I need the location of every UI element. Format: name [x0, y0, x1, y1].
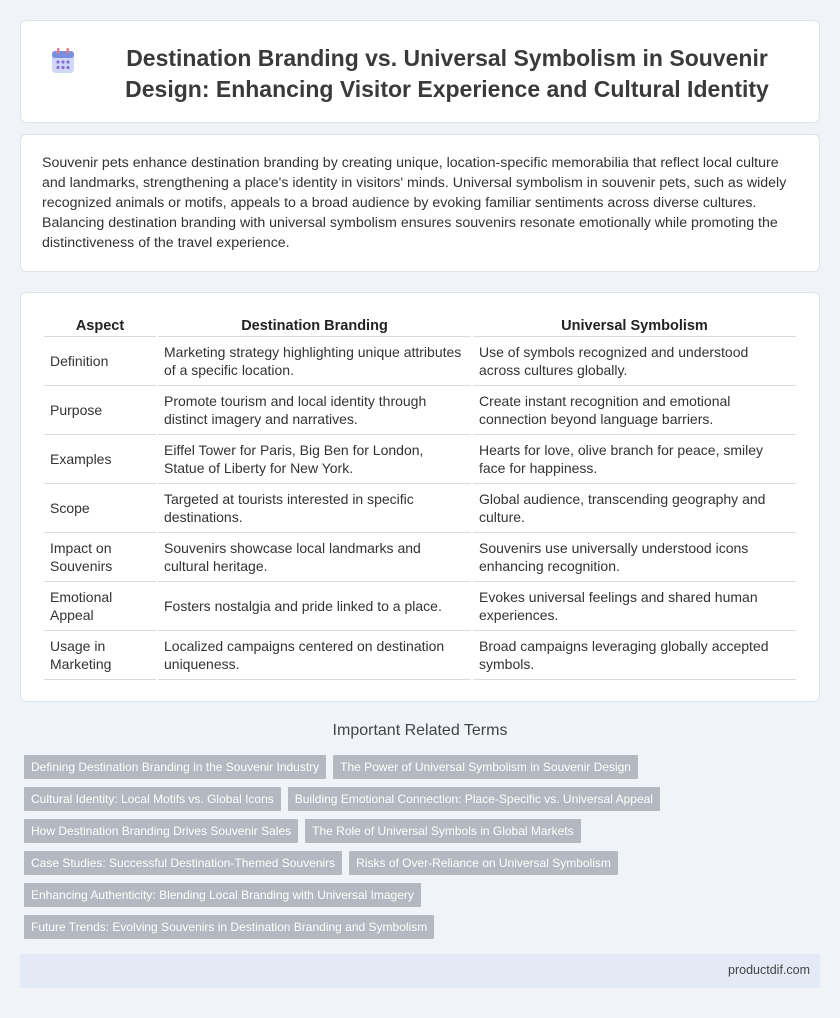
table-cell-destination: Promote tourism and local identity through distinct imagery and narratives.: [158, 386, 471, 435]
table-row: [44, 631, 796, 680]
table-cell-destination: Targeted at tourists interested in specific destinations.: [158, 484, 471, 533]
related-term-tag[interactable]: The Power of Universal Symbolism in Souvenir Design: [333, 755, 638, 779]
related-term-tag[interactable]: Defining Destination Branding in the Souvenir Industry: [24, 755, 326, 779]
column-header-aspect: Aspect: [44, 313, 156, 337]
table-cell-aspect: Emotional Appeal: [44, 582, 156, 631]
tag-row: [24, 883, 824, 907]
related-term-tag[interactable]: Cultural Identity: Local Motifs vs. Global Icons: [24, 787, 281, 811]
page-title: Destination Branding vs. Universal Symbolism in Souvenir Design: Enhancing Visitor Experience and Cultural Identity: [125, 45, 769, 102]
related-term-tag[interactable]: Risks of Over-Reliance on Universal Symbolism: [349, 851, 618, 875]
intro-card: [20, 134, 820, 272]
table-cell-aspect: Examples: [44, 435, 156, 484]
tag-row: [24, 755, 824, 779]
table-cell-aspect: Usage in Marketing: [44, 631, 156, 680]
table-row: [44, 533, 796, 582]
table-cell-universal: Create instant recognition and emotional connection beyond language barriers.: [473, 386, 796, 435]
table-header-row: [44, 313, 796, 337]
header-card: [20, 20, 820, 123]
table-cell-universal: Evokes universal feelings and shared human experiences.: [473, 582, 796, 631]
calendar-icon: [51, 48, 75, 74]
table-cell-destination: Eiffel Tower for Paris, Big Ben for London, Statue of Liberty for New York.: [158, 435, 471, 484]
footer-site-name[interactable]: productdif.com: [728, 963, 810, 977]
tag-row: [24, 819, 824, 843]
related-term-tag[interactable]: How Destination Branding Drives Souvenir Sales: [24, 819, 298, 843]
table-row: [44, 386, 796, 435]
table-row: [44, 435, 796, 484]
table-cell-destination: Souvenirs showcase local landmarks and cultural heritage.: [158, 533, 471, 582]
comparison-table-card: [20, 292, 820, 702]
column-header-destination-branding: Destination Branding: [158, 313, 471, 337]
related-term-tag[interactable]: Enhancing Authenticity: Blending Local Branding with Universal Imagery: [24, 883, 421, 907]
table-row: [44, 582, 796, 631]
related-term-tag[interactable]: Building Emotional Connection: Place-Specific vs. Universal Appeal: [288, 787, 660, 811]
table-cell-universal: Hearts for love, olive branch for peace, smiley face for happiness.: [473, 435, 796, 484]
related-terms-title: Important Related Terms: [332, 722, 508, 739]
related-term-tag[interactable]: Future Trends: Evolving Souvenirs in Destination Branding and Symbolism: [24, 915, 434, 939]
table-cell-aspect: Purpose: [44, 386, 156, 435]
table-row: [44, 484, 796, 533]
related-term-tag[interactable]: The Role of Universal Symbols in Global Markets: [305, 819, 580, 843]
tag-row: [24, 851, 824, 875]
table-cell-universal: Global audience, transcending geography and culture.: [473, 484, 796, 533]
table-cell-destination: Marketing strategy highlighting unique attributes of a specific location.: [158, 337, 471, 386]
table-cell-universal: Broad campaigns leveraging globally accepted symbols.: [473, 631, 796, 680]
column-header-universal-symbolism: Universal Symbolism: [473, 313, 796, 337]
table-cell-universal: Use of symbols recognized and understood across cultures globally.: [473, 337, 796, 386]
related-term-tag[interactable]: Case Studies: Successful Destination-Themed Souvenirs: [24, 851, 342, 875]
table-cell-destination: Localized campaigns centered on destination uniqueness.: [158, 631, 471, 680]
table-cell-universal: Souvenirs use universally understood icons enhancing recognition.: [473, 533, 796, 582]
intro-paragraph: Souvenir pets enhance destination branding by creating unique, location-specific memorabilia that reflect local culture and landmarks, strengthening a place's identity in visitors' minds. Universal symbolism in souvenir pets, such as widely recognized animals or motifs, appeals to a broad audience by evoking familiar sentiments across diverse cultures. Balancing destination branding with universal symbolism ensures souvenirs resonate emotionally while promoting the distinctiveness of the travel experience.: [42, 155, 787, 251]
table-cell-aspect: Scope: [44, 484, 156, 533]
footer: [20, 954, 820, 988]
table-row: [44, 337, 796, 386]
table-cell-destination: Fosters nostalgia and pride linked to a place.: [158, 582, 471, 631]
table-cell-aspect: Definition: [44, 337, 156, 386]
related-terms-list: [24, 755, 824, 947]
table-cell-aspect: Impact on Souvenirs: [44, 533, 156, 582]
tag-row: [24, 787, 824, 811]
comparison-table: [42, 313, 798, 680]
tag-row: [24, 915, 824, 939]
